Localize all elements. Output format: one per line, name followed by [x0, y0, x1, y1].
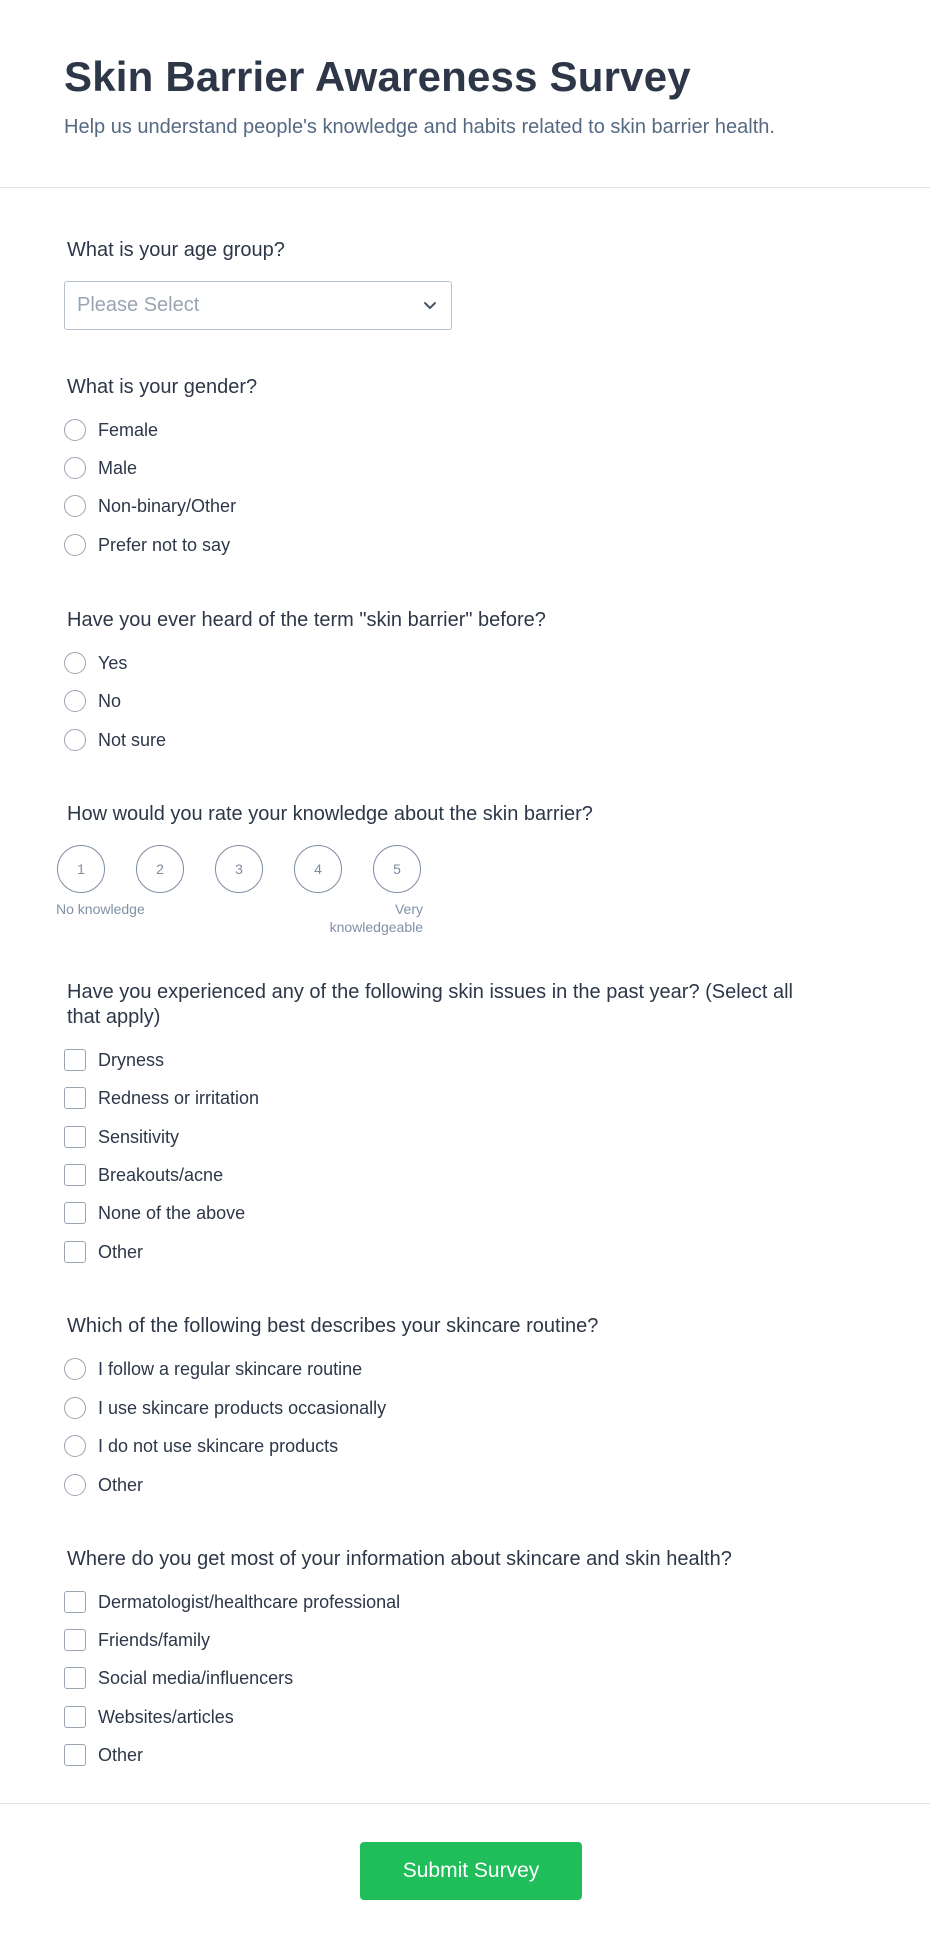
question-label: Have you experienced any of the following skin issues in the past year? (Select all: [67, 981, 793, 1003]
radio-button[interactable]: [64, 457, 86, 479]
scale-max-label-line: knowledgeable: [329, 919, 423, 935]
scale-max-label: [300, 900, 423, 936]
question-routine: [64, 1314, 864, 1339]
checkbox[interactable]: [64, 1744, 86, 1766]
rating-2[interactable]: 2: [136, 845, 184, 893]
question-label: How would you rate your knowledge about the skin barrier?: [67, 803, 593, 825]
question-label: Where do you get most of your information about skincare and skin health?: [67, 1548, 732, 1570]
question-age: [64, 238, 864, 263]
select-placeholder: Please Select: [77, 294, 200, 316]
option-label: Dryness: [98, 1050, 165, 1070]
page-title: Skin Barrier Awareness Survey: [64, 53, 691, 100]
routine-option[interactable]: [64, 1472, 143, 1498]
question-label: Have you ever heard of the term "skin barrier" before?: [67, 609, 546, 631]
radio-button[interactable]: [64, 1474, 86, 1496]
radio-button[interactable]: [64, 1358, 86, 1380]
issue-option[interactable]: [64, 1162, 223, 1188]
option-label: Sensitivity: [98, 1127, 180, 1147]
option-label: Social media/influencers: [98, 1668, 294, 1688]
heard-option[interactable]: [64, 727, 166, 753]
option-label: None of the above: [98, 1203, 246, 1223]
radio-button[interactable]: [64, 534, 86, 556]
option-label: Yes: [98, 653, 128, 673]
radio-button[interactable]: [64, 495, 86, 517]
option-label: No: [98, 691, 122, 711]
option-label: Not sure: [98, 730, 167, 750]
checkbox[interactable]: [64, 1667, 86, 1689]
footer-divider: [0, 1803, 930, 1804]
option-label: Websites/articles: [98, 1707, 234, 1727]
option-label: Other: [98, 1745, 144, 1765]
age-group-select[interactable]: [64, 281, 452, 330]
source-option[interactable]: [64, 1704, 234, 1730]
radio-button[interactable]: [64, 690, 86, 712]
routine-option[interactable]: [64, 1433, 338, 1459]
source-option[interactable]: [64, 1665, 293, 1691]
option-label: I do not use skincare products: [98, 1436, 339, 1456]
survey-header: [0, 0, 930, 188]
gender-option[interactable]: [64, 455, 137, 481]
gender-option[interactable]: [64, 417, 158, 443]
rating-3[interactable]: 3: [215, 845, 263, 893]
source-option[interactable]: [64, 1742, 143, 1768]
routine-option[interactable]: [64, 1395, 386, 1421]
issue-option[interactable]: [64, 1200, 245, 1226]
question-label: Which of the following best describes your skincare routine?: [67, 1315, 599, 1337]
question-gender: [64, 375, 864, 400]
checkbox[interactable]: [64, 1049, 86, 1071]
option-label: Other: [98, 1242, 144, 1262]
heard-option[interactable]: [64, 650, 127, 676]
question-skin-issues: [64, 980, 864, 1030]
routine-option[interactable]: [64, 1356, 362, 1382]
radio-button[interactable]: [64, 419, 86, 441]
radio-button[interactable]: [64, 652, 86, 674]
option-label: Breakouts/acne: [98, 1165, 224, 1185]
checkbox[interactable]: [64, 1706, 86, 1728]
checkbox[interactable]: [64, 1202, 86, 1224]
submit-survey-button[interactable]: Submit Survey: [360, 1842, 582, 1900]
checkbox[interactable]: [64, 1087, 86, 1109]
issue-option[interactable]: [64, 1239, 143, 1265]
source-option[interactable]: [64, 1589, 400, 1615]
rating-1[interactable]: 1: [57, 845, 105, 893]
question-knowledge: [64, 802, 864, 827]
question-label: What is your gender?: [67, 376, 258, 398]
radio-button[interactable]: [64, 729, 86, 751]
option-label: Prefer not to say: [98, 535, 231, 555]
question-heard-term: [64, 608, 864, 633]
checkbox[interactable]: [64, 1629, 86, 1651]
heard-option[interactable]: [64, 688, 121, 714]
question-label: that apply): [67, 1006, 161, 1028]
rating-4[interactable]: 4: [294, 845, 342, 893]
gender-option[interactable]: [64, 493, 236, 519]
option-label: Male: [98, 458, 138, 478]
option-label: Dermatologist/healthcare professional: [98, 1592, 401, 1612]
question-label: What is your age group?: [67, 239, 285, 261]
scale-max-label-line: Very: [394, 901, 423, 917]
option-label: I use skincare products occasionally: [98, 1398, 387, 1418]
issue-option[interactable]: [64, 1124, 179, 1150]
source-option[interactable]: [64, 1627, 210, 1653]
radio-button[interactable]: [64, 1435, 86, 1457]
option-label: Other: [98, 1475, 144, 1495]
checkbox[interactable]: [64, 1126, 86, 1148]
checkbox[interactable]: [64, 1591, 86, 1613]
option-label: I follow a regular skincare routine: [98, 1359, 363, 1379]
checkbox[interactable]: [64, 1241, 86, 1263]
option-label: Redness or irritation: [98, 1088, 260, 1108]
page-subtitle: Help us understand people's knowledge and habits related to skin barrier health.: [64, 116, 775, 138]
radio-button[interactable]: [64, 1397, 86, 1419]
scale-min-label: No knowledge: [56, 901, 145, 917]
issue-option[interactable]: [64, 1047, 164, 1073]
option-label: Friends/family: [98, 1630, 211, 1650]
option-label: Non-binary/Other: [98, 496, 237, 516]
issue-option[interactable]: [64, 1085, 259, 1111]
checkbox[interactable]: [64, 1164, 86, 1186]
option-label: Female: [98, 420, 159, 440]
rating-5[interactable]: 5: [373, 845, 421, 893]
chevron-down-icon: [421, 296, 439, 314]
gender-option[interactable]: [64, 532, 230, 558]
question-info-sources: [64, 1547, 864, 1572]
